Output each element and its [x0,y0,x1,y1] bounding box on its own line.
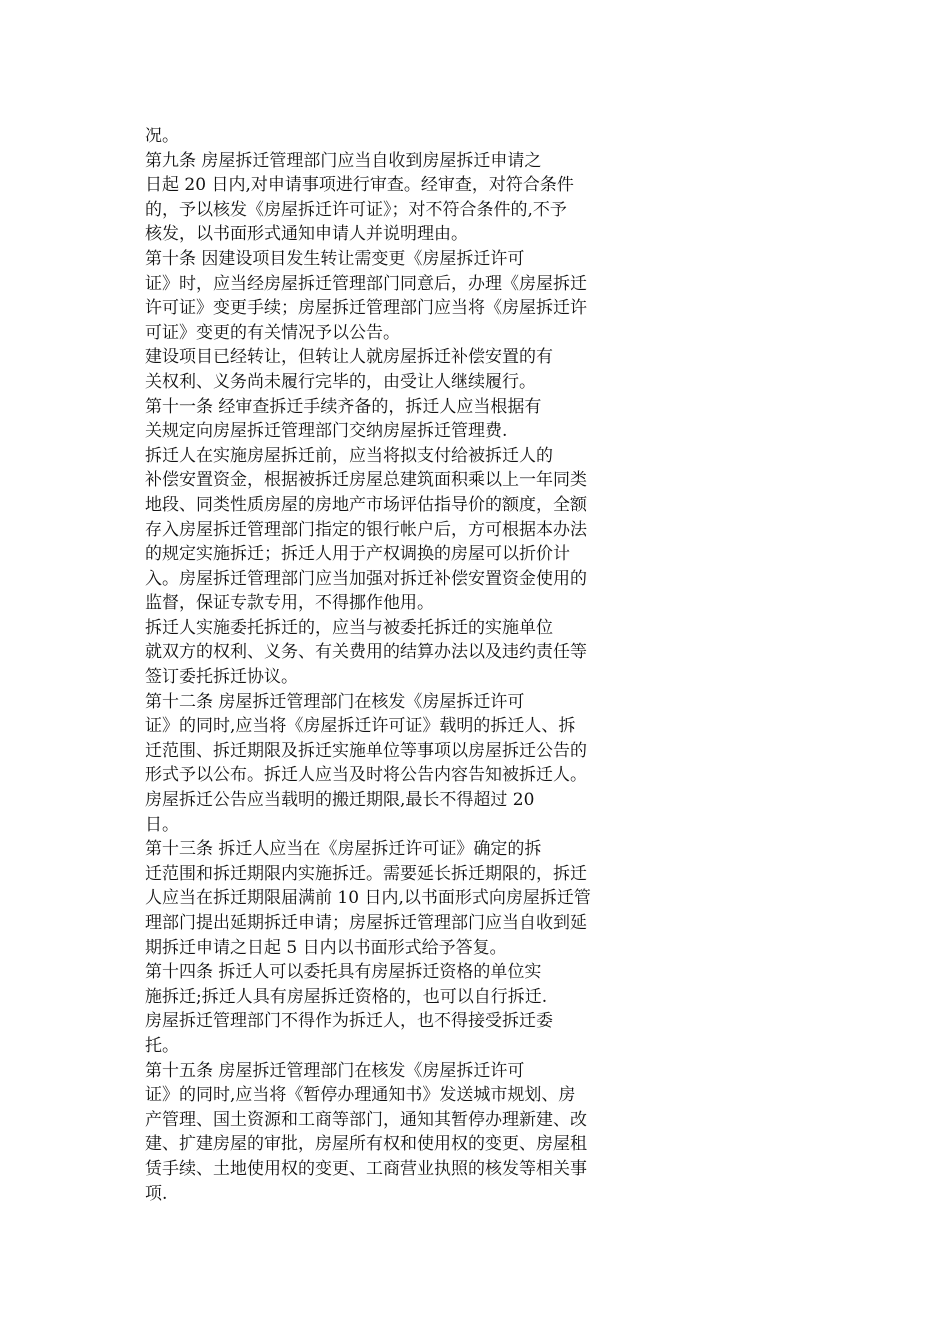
document-body [145,124,645,1206]
text-line: 日。 [145,814,179,835]
text-line: 形式予以公布。拆迁人应当及时将公告内容告知被拆迁人。 [145,765,587,786]
text-line: 第九条 房屋拆迁管理部门应当自收到房屋拆迁申请之 [145,150,542,171]
text-line: 存入房屋拆迁管理部门指定的银行帐户后，方可根据本办法 [145,519,587,540]
text-line: 赁手续、土地使用权的变更、工商营业执照的核发等相关事 [145,1158,587,1179]
text-line: 建、扩建房屋的审批，房屋所有权和使用权的变更、房屋租 [145,1134,587,1155]
text-line: 施拆迁;拆迁人具有房屋拆迁资格的，也可以自行拆迁. [145,986,548,1007]
text-line: 的，予以核发《房屋拆迁许可证》；对不符合条件的,不予 [145,199,567,220]
text-line: 第十条 因建设项目发生转让需变更《房屋拆迁许可 [145,248,525,269]
text-line: 迁范围、拆迁期限及拆迁实施单位等事项以房屋拆迁公告的 [145,740,587,761]
text-line: 第十四条 拆迁人可以委托具有房屋拆迁资格的单位实 [145,962,542,983]
text-line: 第十二条 房屋拆迁管理部门在核发《房屋拆迁许可 [145,691,525,712]
text-line: 监督，保证专款专用，不得挪作他用。 [145,593,434,614]
text-line: 关规定向房屋拆迁管理部门交纳房屋拆迁管理费. [145,421,508,442]
text-line: 地段、同类性质房屋的房地产市场评估指导价的额度，全额 [145,494,587,515]
text-line: 关权利、义务尚未履行完毕的，由受让人继续履行。 [145,371,536,392]
text-line: 房屋拆迁管理部门不得作为拆迁人，也不得接受拆迁委 [145,1011,553,1032]
text-line: 许可证》变更手续；房屋拆迁管理部门应当将《房屋拆迁许 [145,298,587,319]
text-line: 就双方的权利、义务、有关费用的结算办法以及违约责任等 [145,642,587,663]
text-line: 可证》变更的有关情况予以公告。 [145,322,400,343]
text-line: 入。房屋拆迁管理部门应当加强对拆迁补偿安置资金使用的 [145,568,587,589]
text-line: 第十五条 房屋拆迁管理部门在核发《房屋拆迁许可 [145,1060,525,1081]
text-line: 证》的同时,应当将《暂停办理通知书》发送城市规划、房 [145,1085,576,1106]
text-line: 理部门提出延期拆迁申请；房屋拆迁管理部门应当自收到延 [145,913,587,933]
text-line: 迁范围和拆迁期限内实施拆迁。需要延长拆迁期限的，拆迁 [145,863,587,884]
text-line: 补偿安置资金，根据被拆迁房屋总建筑面积乘以上一年同类 [145,470,587,491]
text-line: 签订委托拆迁协议。 [145,667,298,688]
text-line: 拆迁人实施委托拆迁的，应当与被委托拆迁的实施单位 [145,617,553,638]
text-line: 况。 [145,126,179,146]
text-line: 项. [145,1183,168,1204]
text-line: 日起 20 日内,对申请事项进行审查。经审查，对符合条件 [145,175,574,196]
text-line: 房屋拆迁公告应当载明的搬迁期限,最长不得超过 20 [145,790,535,811]
text-line: 核发，以书面形式通知申请人并说明理由。 [145,224,468,245]
text-line: 的规定实施拆迁；拆迁人用于产权调换的房屋可以折价计 [145,544,570,565]
text-line: 证》的同时,应当将《房屋拆迁许可证》载明的拆迁人、拆 [145,716,576,737]
text-line: 证》时，应当经房屋拆迁管理部门同意后，办理《房屋拆迁 [145,273,587,294]
text-line: 建设项目已经转让，但转让人就房屋拆迁补偿安置的有 [145,347,553,368]
text-line: 拆迁人在实施房屋拆迁前，应当将拟支付给被拆迁人的 [145,445,553,466]
text-line: 期拆迁申请之日起 5 日内以书面形式给予答复。 [145,937,507,958]
text-line: 第十三条 拆迁人应当在《房屋拆迁许可证》确定的拆 [145,839,542,860]
text-line: 人应当在拆迁期限届满前 10 日内,以书面形式向房屋拆迁管 [145,888,591,909]
text-line: 第十一条 经审查拆迁手续齐备的，拆迁人应当根据有 [145,396,542,417]
text-line: 托。 [145,1035,179,1056]
text-line: 产管理、国土资源和工商等部门，通知其暂停办理新建、改 [145,1109,587,1130]
